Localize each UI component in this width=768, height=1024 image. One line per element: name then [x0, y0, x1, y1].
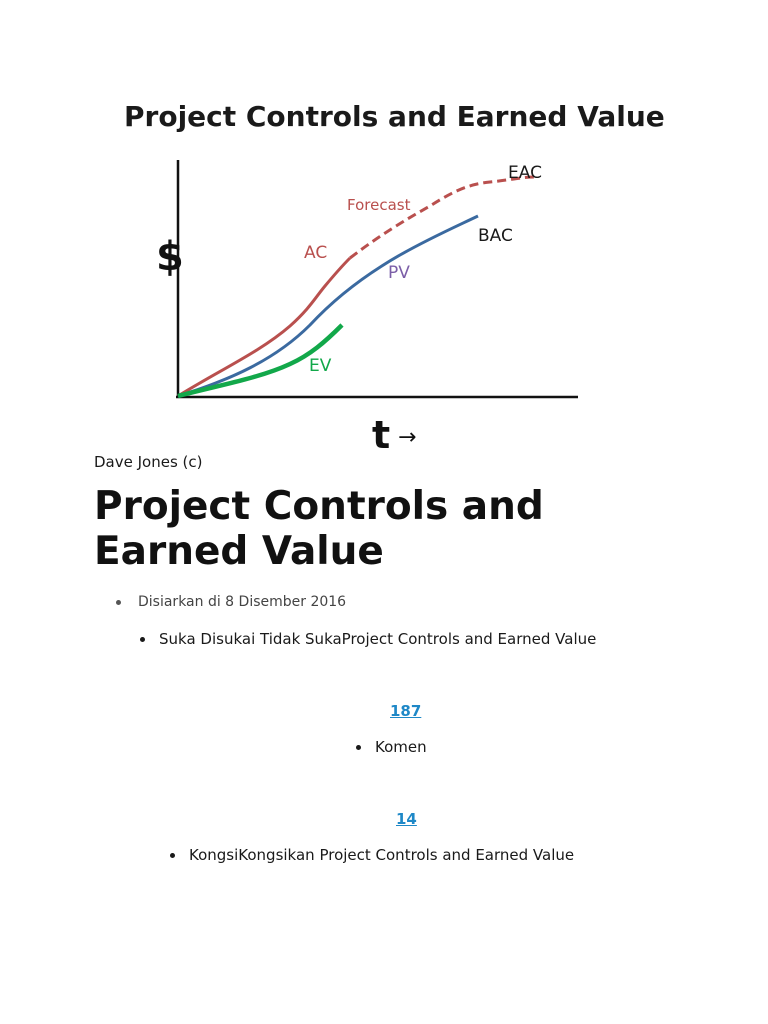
forecast-label: Forecast: [347, 196, 411, 214]
posted-date-text: Disiarkan di 8 Disember 2016: [138, 594, 347, 610]
x-axis-label: t: [372, 413, 391, 457]
comments-label[interactable]: Komen: [375, 738, 427, 756]
eac-label: EAC: [508, 163, 542, 183]
figure-title: Project Controls and Earned Value: [124, 100, 665, 133]
bullet-icon: [170, 853, 175, 858]
bac-label: BAC: [478, 226, 513, 246]
posted-date: [116, 594, 346, 610]
y-axis-label: $: [156, 234, 184, 280]
bullet-icon: [140, 637, 145, 642]
like-actions-text[interactable]: Suka Disukai Tidak SukaProject Controls and Earned Value: [159, 630, 597, 648]
ev-label: EV: [309, 356, 332, 376]
bullet-icon: [116, 600, 121, 605]
comment-count-link[interactable]: 14: [396, 810, 417, 828]
like-actions[interactable]: [140, 630, 596, 648]
share-actions-text[interactable]: KongsiKongsikan Project Controls and Earned Value: [189, 846, 575, 864]
pv-label: PV: [388, 263, 410, 283]
share-actions[interactable]: [170, 846, 574, 864]
image-credit: Dave Jones (c): [94, 453, 203, 471]
bullet-icon: [356, 745, 361, 750]
earned-value-figure: [110, 80, 665, 460]
x-axis-arrow: →: [398, 425, 417, 450]
ac-label: AC: [304, 243, 328, 263]
comments-item[interactable]: [356, 738, 427, 756]
page-title: Project Controls and Earned Value: [94, 484, 544, 574]
like-count-link[interactable]: 187: [390, 702, 422, 720]
